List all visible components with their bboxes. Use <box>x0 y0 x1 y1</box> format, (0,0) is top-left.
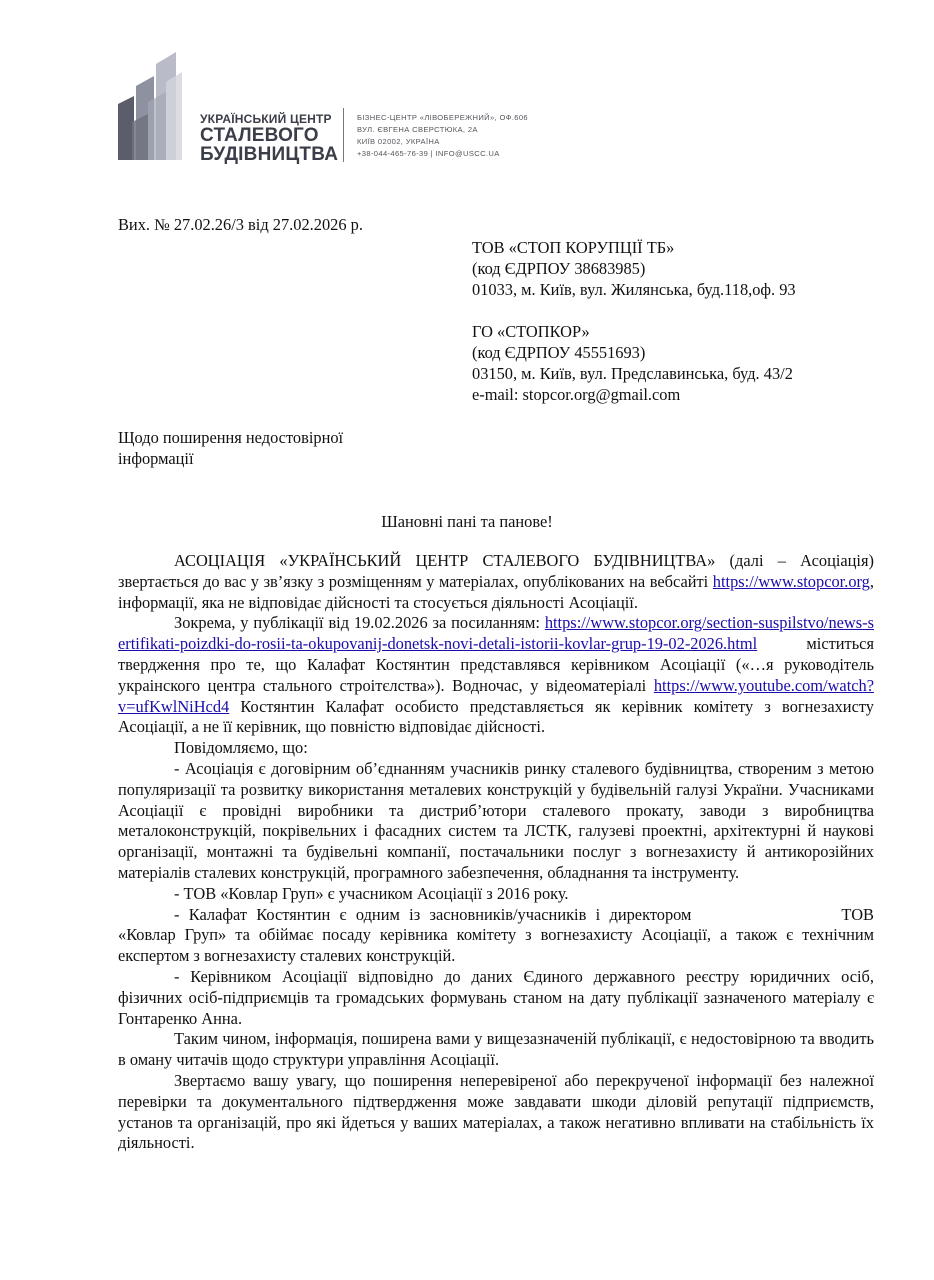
recipient-address: 01033, м. Київ, вул. Жилянська, буд.118,оф. 93 <box>472 280 796 299</box>
paragraph-text: - Калафат Костянтин є одним із засновників/учасників і директором <box>174 904 692 924</box>
contact-line: ВУЛ. ЄВГЕНА СВЕРСТЮКА, 2А <box>357 125 478 134</box>
org-name-line1: УКРАЇНСЬКИЙ ЦЕНТР <box>200 112 332 126</box>
paragraph: Звертаємо вашу увагу, що поширення неперевіреної або перекрученої інформації без належної перевірки та документального підтвердження може завдавати шкоди діловій репутації підприємств, установ та організацій, про які йдеться у ваших матеріалах, а також негативно впливати на стабільність їх діяльності. <box>118 1070 874 1153</box>
subject-line: Щодо поширення недостовірної <box>118 428 344 447</box>
stopcor-link[interactable]: https://www.stopcor.org <box>712 571 870 591</box>
header-divider <box>343 108 344 162</box>
paragraph-text: Зокрема, у публікації від 19.02.2026 за посиланням: <box>174 613 540 633</box>
paragraph-text: АСОЦІАЦІЯ «УКРАЇНСЬКИЙ ЦЕНТР СТАЛЕВОГО БУДІВНИЦТВА» (далі – Асоціація) звертається до вас у зв’язку з розміщенням у матеріалах, опублікованих на вебсайті <box>118 551 874 591</box>
youtube-link[interactable]: https://www.youtube.com/watch?v=ufKwlNiHcd4 <box>118 675 874 716</box>
bullet-item: - Керівником Асоціації відповідно до даних Єдиного державного реєстру юридичних осіб, фізичних осіб-підприємців та громадських формувань станом на дату публікації зазначеного матеріалу є Гонтаренко Анна. <box>118 966 874 1028</box>
bullet-item <box>118 905 874 967</box>
org-name-line3: БУДІВНИЦТВА <box>200 144 339 165</box>
letter-subject <box>118 427 343 469</box>
org-name-line2: СТАЛЕВОГО <box>200 125 319 146</box>
letter-body <box>118 551 874 1154</box>
paragraph-text: , інформації, яка не відповідає дійсності та стосується діяльності Асоціації. <box>118 571 874 612</box>
recipient-email: e-mail: stopcor.org@gmail.com <box>472 385 681 404</box>
contact-line: +38-044-465-76-39 | INFO@USCC.UA <box>357 149 500 158</box>
recipient-code: (код ЄДРПОУ 38683985) <box>472 259 646 278</box>
paragraph <box>118 551 874 613</box>
recipient-block <box>472 237 796 300</box>
contact-line: БІЗНЕС-ЦЕНТР «ЛІВОБЕРЕЖНИЙ», ОФ.606 <box>357 113 528 122</box>
org-contacts <box>357 112 528 160</box>
paragraph-text: ТОВ <box>841 904 874 924</box>
paragraph <box>118 613 874 738</box>
paragraph-text: «Ковлар Груп» та обіймає посаду керівника комітету з вогнезахисту Асоціації, а також є технічним експертом з вогнезахисту сталевих конструкцій. <box>118 925 874 966</box>
paragraph-text: міститься твердження про те, що Калафат Костянтин представлявся керівником Асоціації («…я руководітель украінского центра стального строітєлства»). Водночас, у відеоматеріалі <box>118 634 874 695</box>
recipient-block <box>472 321 793 405</box>
recipient-name: ГО «СТОПКОР» <box>472 322 590 341</box>
contact-line: КИЇВ 02002, УКРАЇНА <box>357 137 440 146</box>
greeting: Шановні пані та панове! <box>381 512 553 531</box>
paragraph: Повідомляємо, що: <box>174 738 308 758</box>
paragraph-text: Костянтин Калафат особисто представляється як керівник комітету з вогнезахисту Асоціації, а не її керівник, що повністю відповідає дійсності. <box>118 696 874 737</box>
outgoing-reference: Вих. № 27.02.26/3 від 27.02.2026 р. <box>118 215 363 234</box>
recipient-name: ТОВ «СТОП КОРУПЦІЇ ТБ» <box>472 238 675 257</box>
subject-line: інформації <box>118 449 194 468</box>
uscc-logo-icon <box>118 52 190 160</box>
bullet-item: - Асоціація є договірним об’єднанням учасників ринку сталевого будівництва, створеним з метою популяризації та розвитку використання металевих конструкцій у будівельній галузі України. Учасниками Асоціації є провідні виробники та дистриб’ютори сталевого прокату, заводи з виробництва металоконструкцій, покрівельних і фасадних систем та ЛСТК, галузеві проектні, архітектурні й наукові організації, монтажні та будівельні компанії, постачальники послуг з вогнезахисту й антикорозійних матеріалів сталевих конструкцій, програмного забезпечення, обладнання та інструменту. <box>118 758 874 882</box>
recipient-code: (код ЄДРПОУ 45551693) <box>472 343 646 362</box>
publication-link[interactable]: https://www.stopcor.org/section-suspilstvo/news-sertifikati-poizdki-do-rosii-ta-okupovanij-donetsk-novi-detali-istorii-kovlar-grup-19-02-2026.html <box>118 613 874 654</box>
org-name <box>200 112 338 164</box>
recipient-address: 03150, м. Київ, вул. Предславинська, буд. 43/2 <box>472 364 793 383</box>
bullet-item: - ТОВ «Ковлар Груп» є учасником Асоціації з 2016 року. <box>174 883 569 903</box>
paragraph: Таким чином, інформація, поширена вами у вищезазначеній публікації, є недостовірною та вводить в оману читачів щодо структури управління Асоціації. <box>118 1029 874 1070</box>
